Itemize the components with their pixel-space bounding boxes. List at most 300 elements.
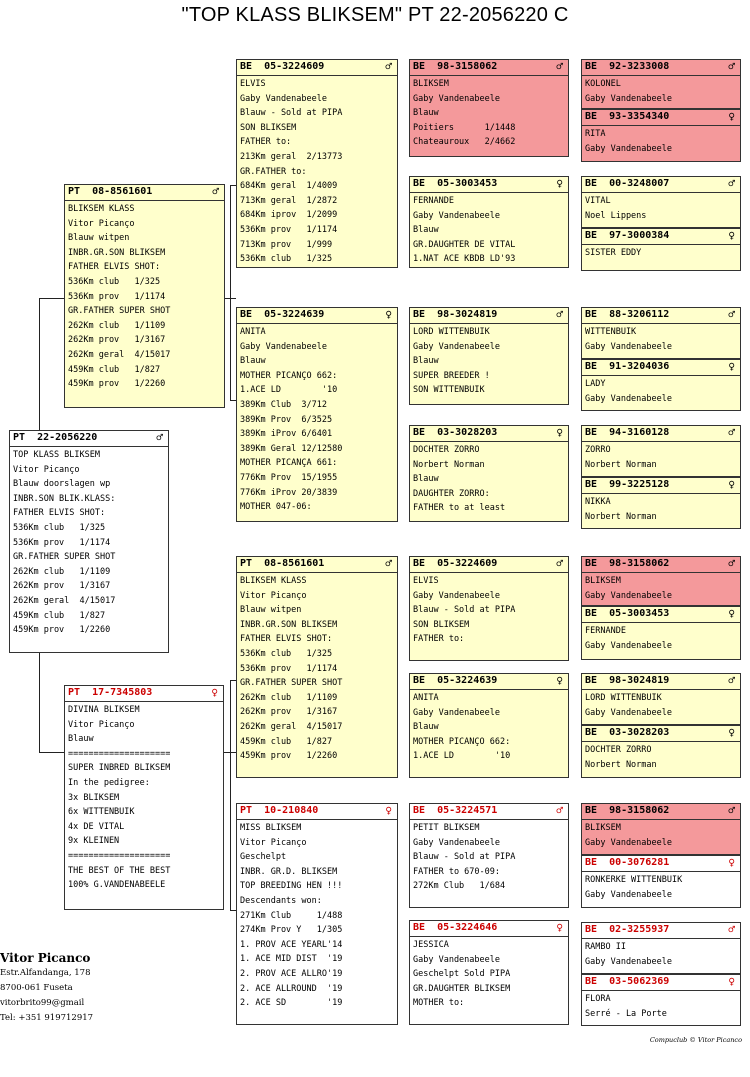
bird-detail-line: Serré - La Porte bbox=[585, 1008, 667, 1019]
male-icon: ♂ bbox=[385, 557, 392, 570]
ring-header bbox=[582, 726, 740, 739]
ring-header bbox=[237, 60, 397, 73]
bird-name: WITTENBUIK bbox=[585, 327, 637, 337]
sire-dam-card bbox=[236, 307, 398, 522]
gen4-card-dochter-zorro bbox=[409, 425, 569, 522]
bird-detail-line: GR.FATHER SUPER SHOT bbox=[68, 306, 171, 317]
gen4-card-elvis bbox=[409, 556, 569, 661]
country-code: BE bbox=[585, 558, 598, 569]
ring-header bbox=[582, 177, 740, 190]
header-divider bbox=[582, 990, 740, 991]
bird-detail-line: 713Km geral 1/2872 bbox=[240, 195, 338, 206]
gen5-card-kolonel bbox=[581, 59, 741, 109]
header-divider bbox=[410, 572, 568, 573]
country-code: BE bbox=[413, 675, 426, 686]
female-icon: ♀ bbox=[556, 921, 563, 934]
bird-name: BLIKSEM bbox=[413, 79, 449, 89]
female-icon: ♀ bbox=[728, 229, 735, 242]
header-divider bbox=[582, 622, 740, 623]
bird-name: BLIKSEM bbox=[585, 576, 621, 586]
bird-detail-line: 2. ACE SD '19 bbox=[240, 998, 343, 1009]
bird-detail-line: FATHER to at least bbox=[413, 503, 506, 514]
country-code: BE bbox=[585, 675, 598, 686]
country-code: PT bbox=[240, 805, 253, 816]
bird-detail-line: SON WITTENBUIK bbox=[413, 385, 485, 396]
ring-number: 98-3158062 bbox=[609, 558, 670, 569]
ring-header bbox=[410, 177, 568, 190]
header-divider bbox=[582, 938, 740, 939]
bird-detail-line: 100% G.VANDENABEELE bbox=[68, 880, 166, 891]
bird-detail-line: FATHER ELVIS SHOT: bbox=[13, 508, 106, 519]
ring-header bbox=[582, 804, 740, 817]
ring-header bbox=[582, 557, 740, 570]
country-code: PT bbox=[68, 687, 81, 698]
country-code: BE bbox=[585, 976, 598, 987]
bird-detail-line: FATHER to: bbox=[240, 137, 292, 148]
bird-name: LORD WITTENBUIK bbox=[585, 693, 662, 703]
dam-dam-card bbox=[236, 803, 398, 1025]
male-icon: ♂ bbox=[728, 674, 735, 687]
bird-detail-line: Blauw witpen bbox=[68, 233, 130, 244]
bird-detail-line: SUPER INBRED BLIKSEM bbox=[68, 763, 171, 774]
owner-phone: Tel: +351 919712917 bbox=[0, 1013, 94, 1023]
bird-detail-line: Gaby Vandenabeele bbox=[413, 590, 500, 601]
header-divider bbox=[582, 871, 740, 872]
page-title: "TOP KLASS BLIKSEM" PT 22-2056220 C bbox=[181, 4, 569, 26]
bird-detail-line: Poitiers 1/1448 bbox=[413, 122, 516, 133]
bird-detail-line: Vitor Picanço bbox=[68, 218, 135, 229]
bird-detail-line: MOTHER 047-06: bbox=[240, 502, 312, 513]
bird-detail-line: Geschelpt bbox=[240, 852, 287, 863]
bird-name: BLIKSEM bbox=[585, 823, 621, 833]
bird-detail-line: 389Km Prov 6/3525 bbox=[240, 414, 333, 425]
female-icon: ♀ bbox=[728, 110, 735, 123]
bird-detail-line: 213Km geral 2/13773 bbox=[240, 151, 343, 162]
ring-number: 08-8561601 bbox=[264, 558, 325, 569]
bird-detail-line: GR.DAUGHTER BLIKSEM bbox=[413, 983, 511, 994]
ring-header bbox=[237, 557, 397, 570]
header-divider bbox=[582, 375, 740, 376]
female-icon: ♀ bbox=[556, 674, 563, 687]
header-divider bbox=[410, 323, 568, 324]
gen5-card-lord-wittenbuik bbox=[581, 673, 741, 725]
bird-detail-line: Gaby Vandenabeele bbox=[413, 210, 500, 221]
bird-detail-line: 262Km prov 1/3167 bbox=[68, 335, 166, 346]
female-icon: ♀ bbox=[211, 686, 218, 699]
bird-name: RITA bbox=[585, 129, 606, 139]
bird-detail-line: Gaby Vandenabeele bbox=[585, 341, 672, 352]
female-icon: ♀ bbox=[556, 426, 563, 439]
header-divider bbox=[237, 75, 397, 76]
country-code: BE bbox=[413, 427, 426, 438]
bird-detail-line: 1.ACE LD '10 bbox=[413, 751, 511, 762]
header-divider bbox=[410, 689, 568, 690]
country-code: BE bbox=[585, 924, 598, 935]
connector-line bbox=[39, 652, 40, 752]
ring-header bbox=[582, 923, 740, 936]
ring-number: 91-3204036 bbox=[609, 361, 670, 372]
bird-detail-line: Gaby Vandenabeele bbox=[585, 93, 672, 104]
ring-number: 05-3224571 bbox=[437, 805, 498, 816]
bird-detail-line: INBR.SON BLIK.KLASS: bbox=[13, 493, 116, 504]
ring-number: 88-3206112 bbox=[609, 309, 670, 320]
bird-detail-line: Blauw bbox=[413, 225, 439, 236]
ring-header bbox=[65, 185, 224, 198]
connector-line bbox=[230, 680, 231, 910]
bird-detail-line: Blauw doorslagen wp bbox=[13, 479, 111, 490]
gen5-card-ronkerke-wittenbuik bbox=[581, 855, 741, 908]
ring-number: 99-3225128 bbox=[609, 479, 670, 490]
bird-detail-line: 262Km prov 1/3167 bbox=[13, 581, 111, 592]
bird-detail-line: In the pedigree: bbox=[68, 777, 150, 788]
bird-name: FLORA bbox=[585, 994, 611, 1004]
female-icon: ♀ bbox=[728, 478, 735, 491]
header-divider bbox=[582, 75, 740, 76]
bird-detail-line: Gaby Vandenabeele bbox=[413, 341, 500, 352]
bird-name: MISS BLIKSEM bbox=[240, 823, 302, 833]
bird-detail-line: 2. PROV ACE ALLRO'19 bbox=[240, 968, 343, 979]
bird-name: RAMBO II bbox=[585, 942, 626, 952]
ring-number: 22-2056220 bbox=[37, 432, 98, 443]
bird-name: SISTER EDDY bbox=[585, 248, 642, 258]
bird-detail-line: 536Km prov 1/1174 bbox=[240, 224, 338, 235]
header-divider bbox=[582, 323, 740, 324]
gen5-card-vital bbox=[581, 176, 741, 228]
ring-number: 00-3248007 bbox=[609, 178, 670, 189]
bird-detail-line: GR.FATHER SUPER SHOT bbox=[13, 552, 116, 563]
country-code: BE bbox=[585, 361, 598, 372]
male-icon: ♂ bbox=[728, 804, 735, 817]
bird-detail-line: 459Km prov 1/2260 bbox=[13, 625, 111, 636]
sire-card bbox=[64, 184, 225, 408]
header-divider bbox=[582, 819, 740, 820]
bird-detail-line: FATHER ELVIS SHOT: bbox=[240, 634, 333, 645]
bird-detail-line: Descendants won: bbox=[240, 895, 322, 906]
ring-number: 17-7345803 bbox=[92, 687, 153, 698]
ring-number: 05-3224639 bbox=[437, 675, 498, 686]
bird-detail-line: INBR. GR.D. BLIKSEM bbox=[240, 866, 338, 877]
bird-detail-line: Gaby Vandenabeele bbox=[413, 93, 500, 104]
bird-detail-line: 262Km geral 4/15017 bbox=[240, 721, 343, 732]
bird-detail-line: FATHER to 670-09: bbox=[413, 866, 500, 877]
male-icon: ♂ bbox=[385, 60, 392, 73]
header-divider bbox=[582, 572, 740, 573]
owner-address: Estr.Alfandanga, 178 bbox=[0, 968, 91, 978]
bird-detail-line: 6x WITTENBUIK bbox=[68, 807, 135, 818]
ring-header bbox=[582, 674, 740, 687]
bird-name: NIKKA bbox=[585, 497, 611, 507]
bird-detail-line: 776Km Prov 15/1955 bbox=[240, 472, 338, 483]
header-divider bbox=[582, 493, 740, 494]
subject-bird-card bbox=[9, 430, 169, 653]
country-code: BE bbox=[413, 178, 426, 189]
ring-header bbox=[582, 110, 740, 123]
gen5-card-rambo-ii bbox=[581, 922, 741, 974]
ring-number: 92-3233008 bbox=[609, 61, 670, 72]
header-divider bbox=[582, 125, 740, 126]
gen5-card-bliksem bbox=[581, 803, 741, 855]
bird-detail-line: Geschelpt Sold PIPA bbox=[413, 969, 511, 980]
country-code: BE bbox=[585, 479, 598, 490]
bird-detail-line: 262Km club 1/1109 bbox=[68, 320, 166, 331]
country-code: BE bbox=[585, 230, 598, 241]
female-icon: ♀ bbox=[728, 856, 735, 869]
bird-detail-line: 684Km iprov 1/2099 bbox=[240, 210, 338, 221]
header-divider bbox=[582, 244, 740, 245]
bird-detail-line: 536Km club 1/325 bbox=[240, 648, 333, 659]
ring-number: 98-3158062 bbox=[437, 61, 498, 72]
bird-detail-line: Gaby Vandenabeele bbox=[413, 954, 500, 965]
connector-line bbox=[230, 185, 231, 400]
country-code: BE bbox=[585, 727, 598, 738]
bird-name: ELVIS bbox=[413, 576, 439, 586]
bird-detail-line: Norbert Norman bbox=[585, 511, 657, 522]
header-divider bbox=[237, 572, 397, 573]
ring-number: 03-3028203 bbox=[437, 427, 498, 438]
male-icon: ♂ bbox=[728, 426, 735, 439]
gen5-card-bliksem bbox=[581, 556, 741, 606]
footer-credit: Compuclub © Vitor Picanco bbox=[649, 1036, 742, 1044]
connector-line bbox=[39, 298, 64, 299]
bird-detail-line: Blauw bbox=[240, 356, 266, 367]
bird-detail-line: Blauw - Sold at PIPA bbox=[413, 852, 516, 863]
bird-detail-line: 274Km Prov Y 1/305 bbox=[240, 925, 343, 936]
bird-detail-line: Blauw witpen bbox=[240, 605, 302, 616]
ring-header bbox=[582, 856, 740, 869]
bird-detail-line: 1. ACE MID DIST '19 bbox=[240, 954, 343, 965]
country-code: BE bbox=[413, 61, 426, 72]
gen5-card-fernande bbox=[581, 606, 741, 660]
bird-detail-line: INBR.GR.SON BLIKSEM bbox=[68, 247, 166, 258]
bird-detail-line: Blauw bbox=[413, 356, 439, 367]
gen5-card-sister-eddy bbox=[581, 228, 741, 271]
header-divider bbox=[410, 192, 568, 193]
bird-detail-line: 536Km prov 1/1174 bbox=[68, 291, 166, 302]
ring-header bbox=[65, 686, 223, 699]
female-icon: ♀ bbox=[728, 726, 735, 739]
ring-number: 10-210840 bbox=[264, 805, 319, 816]
country-code: BE bbox=[585, 111, 598, 122]
ring-header bbox=[10, 431, 168, 444]
header-divider bbox=[410, 75, 568, 76]
ring-header bbox=[410, 60, 568, 73]
bird-detail-line: 459Km club 1/827 bbox=[240, 736, 333, 747]
country-code: BE bbox=[413, 805, 426, 816]
bird-detail-line: 459Km club 1/827 bbox=[13, 610, 106, 621]
bird-name: FERNANDE bbox=[585, 626, 626, 636]
connector-line bbox=[39, 298, 40, 431]
ring-header bbox=[582, 60, 740, 73]
dam-card bbox=[64, 685, 224, 910]
bird-detail-line: Vitor Picanço bbox=[240, 837, 307, 848]
ring-header bbox=[582, 360, 740, 373]
bird-detail-line: Gaby Vandenabeele bbox=[585, 590, 672, 601]
bird-detail-line: 459Km prov 1/2260 bbox=[68, 379, 166, 390]
ring-number: 05-3224639 bbox=[264, 309, 325, 320]
gen5-card-zorro bbox=[581, 425, 741, 477]
bird-name: KOLONEL bbox=[585, 79, 621, 89]
bird-detail-line: DAUGHTER ZORRO: bbox=[413, 488, 490, 499]
ring-header bbox=[582, 426, 740, 439]
bird-detail-line: Blauw bbox=[413, 474, 439, 485]
connector-line bbox=[39, 752, 64, 753]
ring-header bbox=[410, 308, 568, 321]
header-divider bbox=[410, 936, 568, 937]
male-icon: ♂ bbox=[728, 177, 735, 190]
ring-header bbox=[410, 674, 568, 687]
bird-detail-line: MOTHER PICANÇO 662: bbox=[413, 736, 511, 747]
bird-detail-line: 1.ACE LD '10 bbox=[240, 385, 338, 396]
male-icon: ♂ bbox=[728, 308, 735, 321]
country-code: BE bbox=[585, 178, 598, 189]
bird-detail-line: Blauw - Sold at PIPA bbox=[413, 605, 516, 616]
bird-detail-line: MOTHER to: bbox=[413, 998, 465, 1009]
female-icon: ♀ bbox=[728, 975, 735, 988]
bird-detail-line: Gaby Vandenabeele bbox=[413, 707, 500, 718]
ring-number: 05-3224609 bbox=[264, 61, 325, 72]
bird-detail-line: GR.DAUGHTER DE VITAL bbox=[413, 239, 516, 250]
bird-detail-line: 1. PROV ACE YEARL'14 bbox=[240, 939, 343, 950]
gen5-card-wittenbuik bbox=[581, 307, 741, 359]
male-icon: ♂ bbox=[156, 431, 163, 444]
bird-detail-line: 536Km prov 1/1174 bbox=[240, 663, 338, 674]
bird-detail-line: 389Km Club 3/712 bbox=[240, 399, 327, 410]
female-icon: ♀ bbox=[728, 360, 735, 373]
gen4-card-petit-bliksem bbox=[409, 803, 569, 908]
bird-detail-line: Gaby Vandenabeele bbox=[585, 889, 672, 900]
ring-number: 05-3224646 bbox=[437, 922, 498, 933]
bird-name: FERNANDE bbox=[413, 196, 454, 206]
ring-number: 98-3158062 bbox=[609, 805, 670, 816]
bird-name: JESSICA bbox=[413, 940, 449, 950]
bird-detail-line: THE BEST OF THE BEST bbox=[68, 865, 171, 876]
bird-detail-line: ==================== bbox=[68, 850, 171, 861]
header-divider bbox=[65, 701, 223, 702]
bird-detail-line: Blauw bbox=[68, 734, 94, 745]
country-code: BE bbox=[585, 805, 598, 816]
bird-detail-line: Chateauroux 2/4662 bbox=[413, 137, 516, 148]
bird-name: ELVIS bbox=[240, 79, 266, 89]
country-code: BE bbox=[585, 608, 598, 619]
gen4-card-lord-wittenbuik bbox=[409, 307, 569, 405]
bird-detail-line: Norbert Norman bbox=[585, 759, 657, 770]
ring-header bbox=[410, 921, 568, 934]
country-code: BE bbox=[585, 61, 598, 72]
bird-detail-line: 459Km prov 1/2260 bbox=[240, 751, 338, 762]
bird-name: ANITA bbox=[413, 693, 439, 703]
bird-detail-line: Vitor Picanço bbox=[68, 719, 135, 730]
ring-number: 05-3224609 bbox=[437, 558, 498, 569]
header-divider bbox=[237, 323, 397, 324]
bird-name: DIVINA BLIKSEM bbox=[68, 705, 140, 715]
header-divider bbox=[582, 689, 740, 690]
bird-name: DOCHTER ZORRO bbox=[585, 745, 652, 755]
country-code: BE bbox=[413, 309, 426, 320]
bird-name: BLIKSEM KLASS bbox=[68, 204, 135, 214]
male-icon: ♂ bbox=[728, 923, 735, 936]
bird-detail-line: 262Km geral 4/15017 bbox=[68, 349, 171, 360]
header-divider bbox=[237, 819, 397, 820]
bird-detail-line: 776Km iProv 20/3839 bbox=[240, 487, 338, 498]
male-icon: ♂ bbox=[556, 308, 563, 321]
bird-detail-line: Gaby Vandenabeele bbox=[585, 143, 672, 154]
male-icon: ♂ bbox=[556, 804, 563, 817]
ring-number: 97-3000384 bbox=[609, 230, 670, 241]
header-divider bbox=[65, 200, 224, 201]
gen4-card-fernande bbox=[409, 176, 569, 268]
bird-detail-line: 262Km club 1/1109 bbox=[13, 566, 111, 577]
bird-name: LORD WITTENBUIK bbox=[413, 327, 490, 337]
gen5-card-nikka bbox=[581, 477, 741, 529]
bird-detail-line: Gaby Vandenabeele bbox=[585, 837, 672, 848]
bird-detail-line: Gaby Vandenabeele bbox=[413, 837, 500, 848]
male-icon: ♂ bbox=[728, 60, 735, 73]
bird-detail-line: SUPER BREEDER ! bbox=[413, 370, 490, 381]
owner-block bbox=[0, 950, 93, 1026]
bird-detail-line: 536Km prov 1/1174 bbox=[13, 537, 111, 548]
ring-number: 94-3160128 bbox=[609, 427, 670, 438]
ring-header bbox=[237, 804, 397, 817]
male-icon: ♂ bbox=[212, 185, 219, 198]
country-code: BE bbox=[585, 309, 598, 320]
ring-header bbox=[237, 308, 397, 321]
country-code: BE bbox=[413, 558, 426, 569]
gen4-card-jessica bbox=[409, 920, 569, 1025]
header-divider bbox=[582, 192, 740, 193]
gen5-card-flora bbox=[581, 974, 741, 1026]
bird-name: DOCHTER ZORRO bbox=[413, 445, 480, 455]
country-code: PT bbox=[240, 558, 253, 569]
bird-detail-line: 3x BLIKSEM bbox=[68, 792, 120, 803]
country-code: BE bbox=[240, 61, 253, 72]
bird-detail-line: Norbert Norman bbox=[585, 459, 657, 470]
bird-detail-line: Gaby Vandenabeele bbox=[585, 956, 672, 967]
bird-name: LADY bbox=[585, 379, 606, 389]
country-code: BE bbox=[240, 309, 253, 320]
ring-header bbox=[582, 478, 740, 491]
bird-detail-line: 536Km club 1/325 bbox=[240, 254, 333, 265]
gen5-card-rita bbox=[581, 109, 741, 162]
header-divider bbox=[582, 441, 740, 442]
bird-name: TOP KLASS BLIKSEM bbox=[13, 450, 100, 460]
male-icon: ♂ bbox=[728, 557, 735, 570]
bird-detail-line: MOTHER PICANÇA 661: bbox=[240, 458, 338, 469]
ring-header bbox=[582, 975, 740, 988]
owner-name: Vitor Picanco bbox=[0, 951, 91, 965]
bird-detail-line: 4x DE VITAL bbox=[68, 821, 125, 832]
ring-number: 98-3024819 bbox=[437, 309, 498, 320]
ring-header bbox=[582, 229, 740, 242]
bird-name: ZORRO bbox=[585, 445, 611, 455]
bird-detail-line: 536Km club 1/325 bbox=[68, 276, 161, 287]
bird-detail-line: Gaby Vandenabeele bbox=[585, 707, 672, 718]
bird-detail-line: 713Km prov 1/999 bbox=[240, 239, 333, 250]
header-divider bbox=[410, 819, 568, 820]
owner-email: vitorbrito99@gmail bbox=[0, 998, 85, 1008]
ring-number: 05-3003453 bbox=[437, 178, 498, 189]
bird-detail-line: Gaby Vandenabeele bbox=[240, 341, 327, 352]
ring-number: 08-8561601 bbox=[92, 186, 153, 197]
bird-detail-line: Gaby Vandenabeele bbox=[585, 640, 672, 651]
ring-number: 03-5062369 bbox=[609, 976, 670, 987]
gen5-card-lady bbox=[581, 359, 741, 411]
bird-detail-line: Blauw bbox=[413, 108, 439, 119]
bird-detail-line: Gaby Vandenabeele bbox=[240, 93, 327, 104]
male-icon: ♂ bbox=[556, 557, 563, 570]
ring-header bbox=[582, 607, 740, 620]
ring-number: 05-3003453 bbox=[609, 608, 670, 619]
bird-detail-line: 9x KLEINEN bbox=[68, 836, 120, 847]
